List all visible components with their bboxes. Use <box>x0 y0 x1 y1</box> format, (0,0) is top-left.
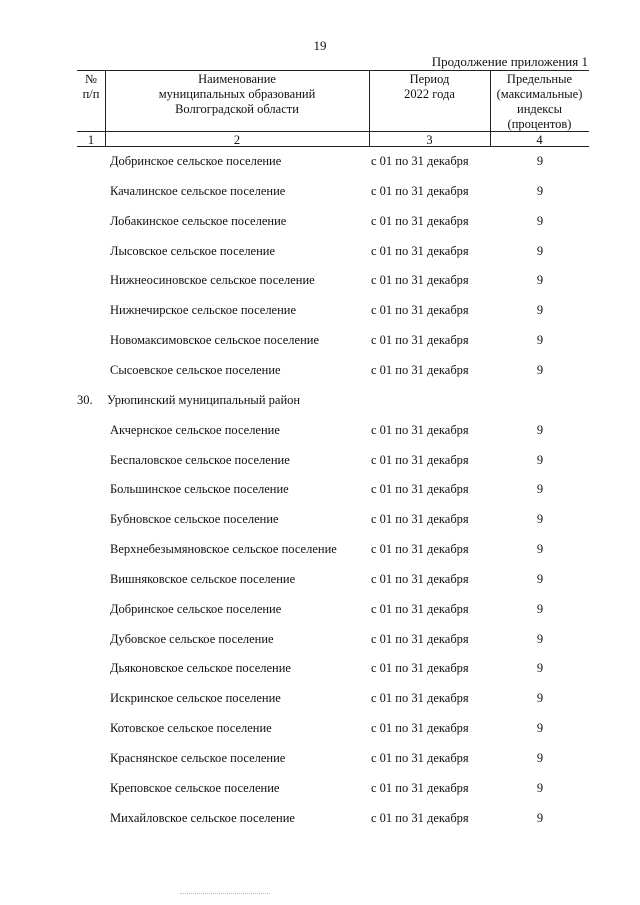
municipality-name: Большинское сельское поселение <box>110 482 289 496</box>
municipality-name: Качалинское сельское поселение <box>110 184 286 198</box>
header-col-index-line: (максимальные) <box>496 87 583 101</box>
municipality-name: Новомаксимовское сельское поселение <box>110 333 319 347</box>
max-index: 9 <box>536 244 544 258</box>
period: с 01 по 31 декабря <box>371 333 469 347</box>
max-index: 9 <box>536 572 544 586</box>
max-index: 9 <box>536 273 544 287</box>
header-top-rule <box>77 70 589 71</box>
header-col-index-line: индексы <box>517 102 562 116</box>
header-col-period-line: Период <box>409 72 450 86</box>
municipality-name: Акчернское сельское поселение <box>110 423 280 437</box>
header-col-name-line: Наименование <box>198 72 276 86</box>
max-index: 9 <box>536 154 544 168</box>
municipality-name: Нижнеосиновское сельское поселение <box>110 273 315 287</box>
row-number: 30. <box>77 393 93 407</box>
table-row <box>0 243 640 259</box>
max-index: 9 <box>536 781 544 795</box>
table-row <box>0 541 640 557</box>
max-index: 9 <box>536 423 544 437</box>
max-index: 9 <box>536 632 544 646</box>
table-row <box>0 422 640 438</box>
header-col-name <box>105 72 369 117</box>
district-row <box>0 392 640 408</box>
max-index: 9 <box>536 363 544 377</box>
scan-artifact <box>180 893 270 894</box>
table-row <box>0 183 640 199</box>
continuation-label: Продолжение приложения 1 <box>431 54 588 69</box>
max-index: 9 <box>536 333 544 347</box>
municipality-name: Креповское сельское поселение <box>110 781 280 795</box>
table-row <box>0 452 640 468</box>
table-row <box>0 780 640 796</box>
period: с 01 по 31 декабря <box>371 363 469 377</box>
table-row <box>0 571 640 587</box>
column-number-2: 2 <box>233 133 241 147</box>
period: с 01 по 31 декабря <box>371 602 469 616</box>
max-index: 9 <box>536 542 544 556</box>
column-number-3: 3 <box>426 133 433 147</box>
municipality-name: Лысовское сельское поселение <box>110 244 276 258</box>
table-row <box>0 690 640 706</box>
header-col-name-line: Волгоградской области <box>175 102 299 116</box>
table-row <box>0 153 640 169</box>
table-row <box>0 213 640 229</box>
table-row <box>0 660 640 676</box>
header-col-num-line: п/п <box>82 87 100 101</box>
municipality-name: Добринское сельское поселение <box>110 602 282 616</box>
table-row <box>0 302 640 318</box>
municipality-name: Котовское сельское поселение <box>110 721 272 735</box>
table-row <box>0 272 640 288</box>
period: с 01 по 31 декабря <box>371 423 469 437</box>
period: с 01 по 31 декабря <box>371 691 469 705</box>
period: с 01 по 31 декабря <box>371 781 469 795</box>
max-index: 9 <box>536 721 544 735</box>
table-row <box>0 750 640 766</box>
period: с 01 по 31 декабря <box>371 273 469 287</box>
header-col-name-line: муниципальных образований <box>158 87 316 101</box>
header-col-period-line: 2022 года <box>404 87 455 101</box>
column-number-1: 1 <box>87 133 95 147</box>
period: с 01 по 31 декабря <box>371 811 469 825</box>
max-index: 9 <box>536 214 544 228</box>
period: с 01 по 31 декабря <box>371 751 469 765</box>
municipality-name: Сысоевское сельское поселение <box>110 363 281 377</box>
municipality-name: Урюпинский муниципальный район <box>107 393 301 407</box>
table-row <box>0 362 640 378</box>
table-row <box>0 720 640 736</box>
period: с 01 по 31 декабря <box>371 512 469 526</box>
table-row <box>0 332 640 348</box>
page-number: 19 <box>313 38 327 53</box>
municipality-name: Дьяконовское сельское поселение <box>110 661 291 675</box>
max-index: 9 <box>536 184 544 198</box>
max-index: 9 <box>536 811 544 825</box>
municipality-name: Беспаловское сельское поселение <box>110 453 290 467</box>
header-col-period <box>369 72 490 102</box>
table-row <box>0 631 640 647</box>
period: с 01 по 31 декабря <box>371 453 469 467</box>
period: с 01 по 31 декабря <box>371 572 469 586</box>
max-index: 9 <box>536 453 544 467</box>
max-index: 9 <box>536 512 544 526</box>
municipality-name: Лобакинское сельское поселение <box>110 214 287 228</box>
header-col-num-line: № <box>85 72 97 86</box>
municipality-name: Верхнебезымяновское сельское поселение <box>110 542 337 556</box>
table-row <box>0 810 640 826</box>
max-index: 9 <box>536 303 544 317</box>
header-col-num <box>77 72 105 102</box>
municipality-name: Искринское сельское поселение <box>110 691 281 705</box>
header-col-index <box>490 72 589 132</box>
period: с 01 по 31 декабря <box>371 214 469 228</box>
municipality-name: Нижнечирское сельское поселение <box>110 303 297 317</box>
municipality-name: Бубновское сельское поселение <box>110 512 279 526</box>
period: с 01 по 31 декабря <box>371 154 469 168</box>
period: с 01 по 31 декабря <box>371 661 469 675</box>
period: с 01 по 31 декабря <box>371 542 469 556</box>
table-row <box>0 481 640 497</box>
municipality-name: Михайловское сельское поселение <box>110 811 295 825</box>
header-col-index-line: Предельные <box>506 72 573 86</box>
period: с 01 по 31 декабря <box>371 244 469 258</box>
max-index: 9 <box>536 602 544 616</box>
max-index: 9 <box>536 751 544 765</box>
municipality-name: Вишняковское сельское поселение <box>110 572 296 586</box>
period: с 01 по 31 декабря <box>371 482 469 496</box>
table-row <box>0 601 640 617</box>
column-number-4: 4 <box>536 133 543 147</box>
max-index: 9 <box>536 482 544 496</box>
period: с 01 по 31 декабря <box>371 303 469 317</box>
period: с 01 по 31 декабря <box>371 184 469 198</box>
period: с 01 по 31 декабря <box>371 632 469 646</box>
municipality-name: Краснянское сельское поселение <box>110 751 286 765</box>
header-col-index-line: (процентов) <box>507 117 572 131</box>
municipality-name: Дубовское сельское поселение <box>110 632 274 646</box>
table-row <box>0 511 640 527</box>
period: с 01 по 31 декабря <box>371 721 469 735</box>
municipality-name: Добринское сельское поселение <box>110 154 282 168</box>
max-index: 9 <box>536 691 544 705</box>
max-index: 9 <box>536 661 544 675</box>
